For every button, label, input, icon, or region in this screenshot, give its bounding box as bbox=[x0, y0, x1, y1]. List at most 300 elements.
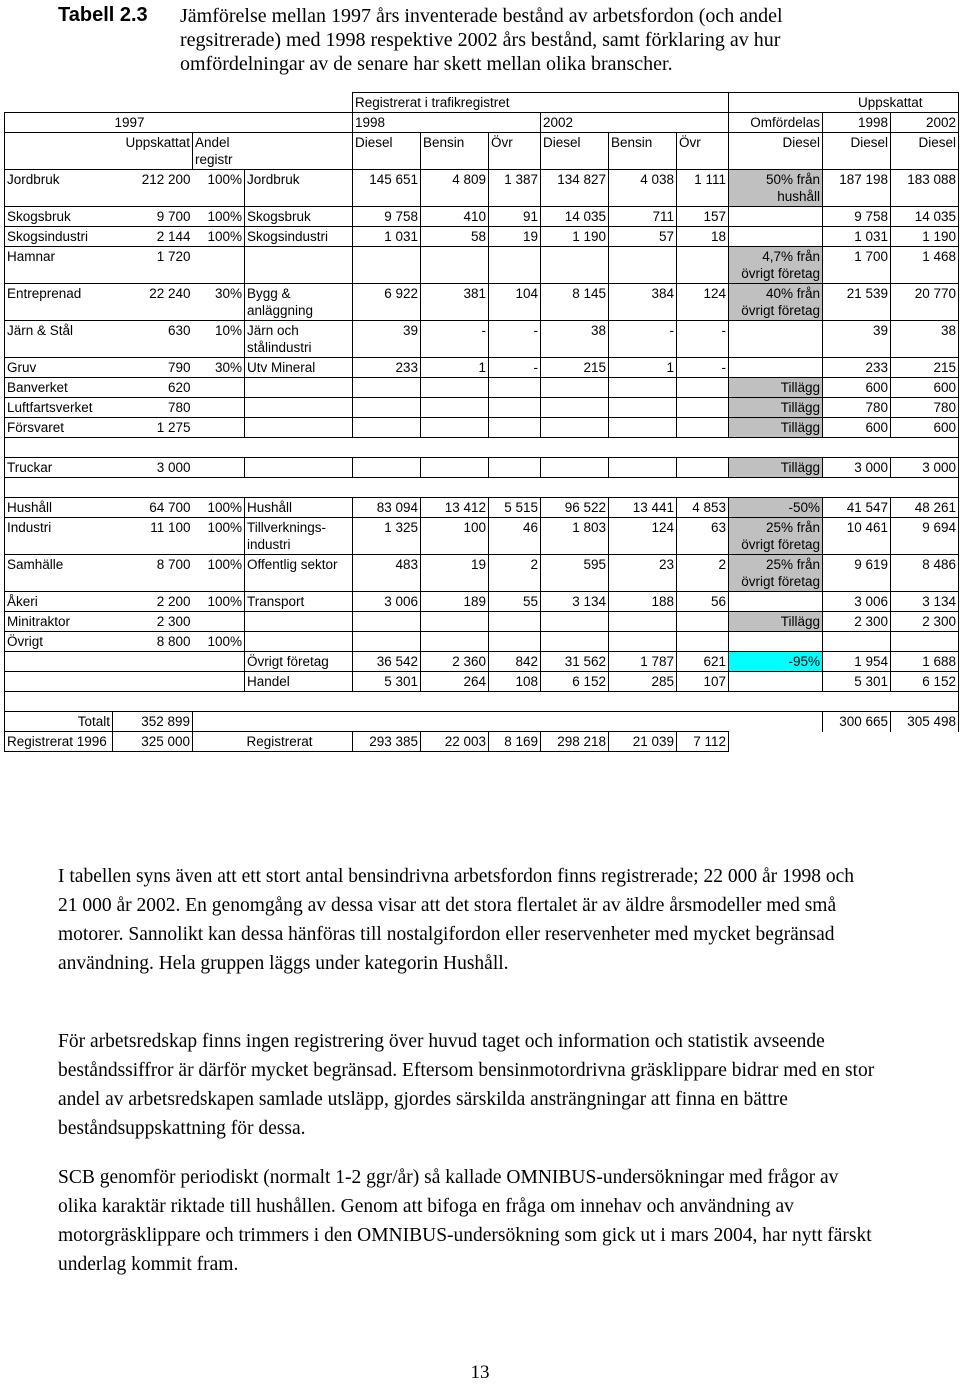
header-diesel-u98: Diesel bbox=[823, 133, 891, 170]
cell-name: Luftfartsverket bbox=[5, 398, 113, 418]
cell-u02: 1 468 bbox=[891, 247, 959, 284]
cell-b02 bbox=[609, 398, 677, 418]
caption-text: Jämförelse mellan 1997 års inventerade bestånd av arbetsfordon (och andel regsitrerade) med 1998 respektive 2002 års bestånd, samt förklaring av hur omfördelningar av de senare har skett mellan olika branscher. bbox=[180, 5, 783, 75]
cell-b02: 1 bbox=[609, 358, 677, 378]
cell-o98: - bbox=[489, 321, 541, 358]
cell-omf: 50% från hushåll bbox=[729, 170, 823, 207]
table-row bbox=[5, 378, 959, 398]
cell-omf bbox=[729, 358, 823, 378]
spacer-cell bbox=[421, 478, 489, 498]
cell-d02: 1 190 bbox=[541, 227, 609, 247]
cell-omf bbox=[729, 207, 823, 227]
header-andel: Andel registr bbox=[193, 133, 353, 170]
cell-u98: 600 bbox=[823, 418, 891, 438]
header-registrerat: Registrerat i trafikregistret bbox=[353, 93, 729, 113]
cell-branch bbox=[245, 378, 353, 398]
cell-o02: 63 bbox=[677, 518, 729, 555]
table-row bbox=[5, 227, 959, 247]
cell-b98: 189 bbox=[421, 592, 489, 612]
cell-u02 bbox=[891, 632, 959, 652]
cell-b02 bbox=[609, 612, 677, 632]
cell-omf: Tillägg bbox=[729, 458, 823, 478]
cell-d02: 96 522 bbox=[541, 498, 609, 518]
cell-u98: 21 539 bbox=[823, 284, 891, 321]
table-row bbox=[5, 672, 959, 692]
table-row bbox=[5, 498, 959, 518]
cell-andel bbox=[193, 378, 245, 398]
cell-o98: 842 bbox=[489, 652, 541, 672]
paragraph-2: För arbetsredskap finns ingen registrering över huvud taget och information och statistik avseende beståndssiffror är därför mycket begränsad. Eftersom bensinmotordrivna gräsklippare bidrar med en stor andel av arbetsredskapen samlade utsläpp, gjordes särskilda ansträngningar att finna en bättre beståndsuppskattning för dessa. bbox=[58, 1031, 875, 1139]
table-row bbox=[5, 398, 959, 418]
cell-d02 bbox=[541, 398, 609, 418]
cell-b98: - bbox=[421, 321, 489, 358]
cell-branch bbox=[245, 458, 353, 478]
cell-empty bbox=[677, 712, 729, 732]
cell-branch: Jordbruk bbox=[245, 170, 353, 207]
spacer-cell bbox=[891, 692, 959, 712]
spacer-cell bbox=[421, 438, 489, 458]
cell-d02: 215 bbox=[541, 358, 609, 378]
table-row bbox=[5, 207, 959, 227]
header-diesel-98: Diesel bbox=[353, 133, 421, 170]
cell-o98: 55 bbox=[489, 592, 541, 612]
cell-b98: 264 bbox=[421, 672, 489, 692]
cell-b98 bbox=[421, 378, 489, 398]
cell-u98: 233 bbox=[823, 358, 891, 378]
cell-o98 bbox=[489, 247, 541, 284]
cell-d02: 1 803 bbox=[541, 518, 609, 555]
spacer-cell bbox=[193, 478, 245, 498]
cell-upp: 780 bbox=[113, 398, 193, 418]
spacer-cell bbox=[729, 438, 823, 458]
spacer-cell bbox=[421, 692, 489, 712]
table-row bbox=[5, 632, 959, 652]
cell-b02: 4 038 bbox=[609, 170, 677, 207]
cell-andel: 100% bbox=[193, 227, 245, 247]
cell-u98: 9 619 bbox=[823, 555, 891, 592]
cell-name: Skogsbruk bbox=[5, 207, 113, 227]
cell-u02: 3 000 bbox=[891, 458, 959, 478]
cell-d02 bbox=[541, 418, 609, 438]
spacer-cell bbox=[823, 478, 891, 498]
cell-omf bbox=[729, 632, 823, 652]
caption-label: Tabell 2.3 bbox=[58, 4, 148, 26]
header-uppskattat: Uppskattat bbox=[823, 93, 959, 113]
cell-name: Åkeri bbox=[5, 592, 113, 612]
cell-o98 bbox=[489, 632, 541, 652]
cell-empty bbox=[891, 732, 959, 752]
spacer-cell bbox=[609, 692, 677, 712]
cell-d02 bbox=[541, 632, 609, 652]
header-diesel-u02: Diesel bbox=[891, 133, 959, 170]
cell-u98: 1 954 bbox=[823, 652, 891, 672]
table-body bbox=[5, 170, 959, 752]
cell-b02: 124 bbox=[609, 518, 677, 555]
header-bensin-98: Bensin bbox=[421, 133, 489, 170]
table-row bbox=[5, 247, 959, 284]
table-row bbox=[5, 284, 959, 321]
spacer-cell bbox=[677, 692, 729, 712]
spacer-cell bbox=[891, 438, 959, 458]
cell-u02: 215 bbox=[891, 358, 959, 378]
cell-u02: 1 190 bbox=[891, 227, 959, 247]
spacer-cell bbox=[113, 438, 193, 458]
cell-u98: 1 700 bbox=[823, 247, 891, 284]
spacer-cell bbox=[891, 478, 959, 498]
cell-o02 bbox=[677, 632, 729, 652]
table-row bbox=[5, 358, 959, 378]
cell-d98: 5 301 bbox=[353, 672, 421, 692]
cell-b98: 13 412 bbox=[421, 498, 489, 518]
table-row bbox=[5, 458, 959, 478]
spacer-cell bbox=[113, 692, 193, 712]
cell-u02: 600 bbox=[891, 418, 959, 438]
cell-d02: 14 035 bbox=[541, 207, 609, 227]
cell-o98: 1 387 bbox=[489, 170, 541, 207]
cell-o98 bbox=[489, 612, 541, 632]
cell-o02: 4 853 bbox=[677, 498, 729, 518]
spacer-cell bbox=[193, 438, 245, 458]
paragraph-1: I tabellen syns även att ett stort antal bensindrivna arbetsfordon finns registrerade; 22 000 år 1998 och 21 000 år 2002. En genomgång av dessa visar att det stora flertalet är av äldre årsmodeller med små motorer. Sannolikt kan dessa hänföras till nostalgifordon eller reservenheter med mycket begränsad användning. Hela gruppen läggs under kategorin Hushåll. bbox=[58, 866, 855, 974]
cell-branch: Transport bbox=[245, 592, 353, 612]
table-row bbox=[5, 518, 959, 555]
cell-empty bbox=[729, 712, 823, 732]
paragraph-3: SCB genomför periodiskt (normalt 1-2 ggr/år) så kallade OMNIBUS-undersökningar med frågor av olika karaktär riktade till hushållen. Genom att bifoga en fråga om innehav och användning av motorgräsklippare och trimmers i den OMNIBUS-undersökning som gick ut i mars 2004, har nytt färskt underlag kommit fram. bbox=[58, 1167, 872, 1275]
cell-b02 bbox=[609, 458, 677, 478]
cell-u02: 600 bbox=[891, 378, 959, 398]
cell-o02 bbox=[677, 418, 729, 438]
cell-andel bbox=[193, 398, 245, 418]
cell-u02: 38 bbox=[891, 321, 959, 358]
cell-u02: 9 694 bbox=[891, 518, 959, 555]
cell-o02 bbox=[677, 612, 729, 632]
cell-andel bbox=[193, 612, 245, 632]
header-u2002: 2002 bbox=[891, 113, 959, 133]
table-row bbox=[5, 555, 959, 592]
cell-u98: 5 301 bbox=[823, 672, 891, 692]
cell-u98 bbox=[823, 632, 891, 652]
spacer-cell bbox=[729, 478, 823, 498]
cell-andel: 30% bbox=[193, 284, 245, 321]
spacer-cell bbox=[193, 692, 245, 712]
cell-d98 bbox=[353, 418, 421, 438]
cell-d98: 233 bbox=[353, 358, 421, 378]
cell-empty bbox=[489, 712, 541, 732]
cell-andel bbox=[193, 652, 245, 672]
cell-o98: 91 bbox=[489, 207, 541, 227]
cell-o02: 1 111 bbox=[677, 170, 729, 207]
spacer-cell bbox=[113, 478, 193, 498]
cell-d02: 38 bbox=[541, 321, 609, 358]
cell-d98: 6 922 bbox=[353, 284, 421, 321]
cell-d02 bbox=[541, 378, 609, 398]
totalt-upp: 352 899 bbox=[113, 712, 193, 732]
spacer-cell bbox=[609, 478, 677, 498]
cell-u02: 3 134 bbox=[891, 592, 959, 612]
cell-empty bbox=[193, 712, 245, 732]
cell-name: Övrigt bbox=[5, 632, 113, 652]
cell-omf: Tillägg bbox=[729, 612, 823, 632]
cell-empty bbox=[245, 712, 353, 732]
cell-upp: 11 100 bbox=[113, 518, 193, 555]
data-table bbox=[4, 92, 959, 752]
cell-b98 bbox=[421, 418, 489, 438]
cell-o02 bbox=[677, 247, 729, 284]
cell-u02: 183 088 bbox=[891, 170, 959, 207]
cell-name: Försvaret bbox=[5, 418, 113, 438]
header-1997: 1997 bbox=[113, 113, 353, 133]
cell-empty bbox=[353, 712, 421, 732]
registrerat-o02: 7 112 bbox=[677, 732, 729, 752]
cell-o02 bbox=[677, 458, 729, 478]
cell-name: Banverket bbox=[5, 378, 113, 398]
cell-upp: 212 200 bbox=[113, 170, 193, 207]
cell-omf: -50% bbox=[729, 498, 823, 518]
cell-name: Järn & Stål bbox=[5, 321, 113, 358]
cell-branch: Utv Mineral bbox=[245, 358, 353, 378]
cell-o98: 108 bbox=[489, 672, 541, 692]
header-row-3 bbox=[5, 133, 959, 170]
cell-b02: 285 bbox=[609, 672, 677, 692]
cell-d02 bbox=[541, 612, 609, 632]
cell-u02: 2 300 bbox=[891, 612, 959, 632]
cell-o98: 46 bbox=[489, 518, 541, 555]
header-row-1 bbox=[5, 93, 959, 113]
cell-omf bbox=[729, 321, 823, 358]
cell-u02: 1 688 bbox=[891, 652, 959, 672]
cell-upp bbox=[113, 652, 193, 672]
cell-u02: 780 bbox=[891, 398, 959, 418]
cell-d98 bbox=[353, 632, 421, 652]
cell-omf: Tillägg bbox=[729, 378, 823, 398]
cell-o98 bbox=[489, 378, 541, 398]
totalt-row bbox=[5, 712, 959, 732]
cell-d02: 31 562 bbox=[541, 652, 609, 672]
cell-andel: 100% bbox=[193, 555, 245, 592]
cell-upp: 22 240 bbox=[113, 284, 193, 321]
spacer-cell bbox=[245, 478, 353, 498]
cell-branch bbox=[245, 418, 353, 438]
cell-d98: 9 758 bbox=[353, 207, 421, 227]
cell-d98 bbox=[353, 398, 421, 418]
cell-name: Jordbruk bbox=[5, 170, 113, 207]
cell-b02: 711 bbox=[609, 207, 677, 227]
cell-b98: 2 360 bbox=[421, 652, 489, 672]
cell-andel: 30% bbox=[193, 358, 245, 378]
cell-empty bbox=[823, 732, 891, 752]
cell-u98: 1 031 bbox=[823, 227, 891, 247]
spacer-cell bbox=[353, 692, 421, 712]
page-number: 13 bbox=[470, 1362, 490, 1383]
header-ovr-98: Övr bbox=[489, 133, 541, 170]
cell-d02 bbox=[541, 458, 609, 478]
cell-upp: 8 700 bbox=[113, 555, 193, 592]
cell-b98: 58 bbox=[421, 227, 489, 247]
registrerat-row bbox=[5, 732, 959, 752]
cell-o98: 5 515 bbox=[489, 498, 541, 518]
cell-b98: 19 bbox=[421, 555, 489, 592]
cell-d98: 3 006 bbox=[353, 592, 421, 612]
cell-name bbox=[5, 652, 113, 672]
cell-o98: 2 bbox=[489, 555, 541, 592]
cell-b02 bbox=[609, 418, 677, 438]
cell-o02: - bbox=[677, 358, 729, 378]
cell-b02 bbox=[609, 632, 677, 652]
cell-u98: 600 bbox=[823, 378, 891, 398]
cell-u02: 6 152 bbox=[891, 672, 959, 692]
header-u1998: 1998 bbox=[823, 113, 891, 133]
cell-d98: 83 094 bbox=[353, 498, 421, 518]
cell-empty bbox=[729, 732, 823, 752]
cell-b98: 1 bbox=[421, 358, 489, 378]
cell-b98: 410 bbox=[421, 207, 489, 227]
cell-d98 bbox=[353, 378, 421, 398]
cell-omf bbox=[729, 227, 823, 247]
cell-upp: 1 275 bbox=[113, 418, 193, 438]
cell-o02: 107 bbox=[677, 672, 729, 692]
cell-b02: 188 bbox=[609, 592, 677, 612]
cell-omf bbox=[729, 672, 823, 692]
spacer-cell bbox=[245, 438, 353, 458]
cell-o02: - bbox=[677, 321, 729, 358]
cell-d02: 3 134 bbox=[541, 592, 609, 612]
cell-b02: 57 bbox=[609, 227, 677, 247]
registrerat-label: Registrerat 1996 bbox=[5, 732, 113, 752]
cell-branch bbox=[245, 632, 353, 652]
cell-o02 bbox=[677, 398, 729, 418]
spacer-row bbox=[5, 478, 959, 498]
cell-u02: 8 486 bbox=[891, 555, 959, 592]
cell-name: Hamnar bbox=[5, 247, 113, 284]
cell-u02: 48 261 bbox=[891, 498, 959, 518]
spacer-cell bbox=[245, 692, 353, 712]
registrerat-branch: Registrerat bbox=[245, 732, 353, 752]
cell-name: Minitraktor bbox=[5, 612, 113, 632]
table-row bbox=[5, 652, 959, 672]
cell-o02: 124 bbox=[677, 284, 729, 321]
cell-u98: 3 006 bbox=[823, 592, 891, 612]
spacer-cell bbox=[677, 438, 729, 458]
cell-b98: 381 bbox=[421, 284, 489, 321]
cell-d02: 134 827 bbox=[541, 170, 609, 207]
cell-o98 bbox=[489, 418, 541, 438]
registrerat-d98: 293 385 bbox=[353, 732, 421, 752]
cell-andel bbox=[193, 247, 245, 284]
cell-u02: 20 770 bbox=[891, 284, 959, 321]
cell-upp: 790 bbox=[113, 358, 193, 378]
spacer-cell bbox=[353, 438, 421, 458]
cell-d98 bbox=[353, 612, 421, 632]
registrerat-upp: 325 000 bbox=[113, 732, 193, 752]
cell-d02: 8 145 bbox=[541, 284, 609, 321]
cell-b02 bbox=[609, 378, 677, 398]
cell-d98: 483 bbox=[353, 555, 421, 592]
cell-o98: - bbox=[489, 358, 541, 378]
spacer-row bbox=[5, 692, 959, 712]
totalt-u98: 300 665 bbox=[823, 712, 891, 732]
spacer-cell bbox=[541, 692, 609, 712]
cell-name: Gruv bbox=[5, 358, 113, 378]
spacer-cell bbox=[489, 692, 541, 712]
spacer-cell bbox=[5, 438, 113, 458]
cell-omf: -95% bbox=[729, 652, 823, 672]
cell-upp: 2 144 bbox=[113, 227, 193, 247]
cell-o02 bbox=[677, 378, 729, 398]
header-row-2 bbox=[5, 113, 959, 133]
cell-upp: 2 200 bbox=[113, 592, 193, 612]
cell-b02: 23 bbox=[609, 555, 677, 592]
cell-name: Samhälle bbox=[5, 555, 113, 592]
cell-o98: 19 bbox=[489, 227, 541, 247]
cell-name: Industri bbox=[5, 518, 113, 555]
header-ovr-02: Övr bbox=[677, 133, 729, 170]
cell-empty bbox=[421, 712, 489, 732]
cell-d98 bbox=[353, 458, 421, 478]
registrerat-b98: 22 003 bbox=[421, 732, 489, 752]
cell-u02: 14 035 bbox=[891, 207, 959, 227]
cell-branch: Järn och stålindustri bbox=[245, 321, 353, 358]
cell-b98 bbox=[421, 632, 489, 652]
cell-andel bbox=[193, 458, 245, 478]
registrerat-d02: 298 218 bbox=[541, 732, 609, 752]
cell-omf: 25% från övrigt företag bbox=[729, 518, 823, 555]
cell-d02: 595 bbox=[541, 555, 609, 592]
spacer-cell bbox=[729, 692, 823, 712]
cell-andel: 10% bbox=[193, 321, 245, 358]
cell-b98 bbox=[421, 458, 489, 478]
cell-u98: 10 461 bbox=[823, 518, 891, 555]
registrerat-b02: 21 039 bbox=[609, 732, 677, 752]
cell-u98: 41 547 bbox=[823, 498, 891, 518]
cell-omf: Tillägg bbox=[729, 398, 823, 418]
cell-o02: 157 bbox=[677, 207, 729, 227]
cell-branch: Hushåll bbox=[245, 498, 353, 518]
cell-name bbox=[5, 672, 113, 692]
spacer-row bbox=[5, 438, 959, 458]
cell-u98: 780 bbox=[823, 398, 891, 418]
cell-branch bbox=[245, 612, 353, 632]
table-row bbox=[5, 592, 959, 612]
cell-omf bbox=[729, 592, 823, 612]
cell-name: Truckar bbox=[5, 458, 113, 478]
cell-d98: 39 bbox=[353, 321, 421, 358]
header-bensin-02: Bensin bbox=[609, 133, 677, 170]
spacer-cell bbox=[609, 438, 677, 458]
cell-u98: 2 300 bbox=[823, 612, 891, 632]
cell-o02: 56 bbox=[677, 592, 729, 612]
cell-empty bbox=[193, 732, 245, 752]
cell-b02: 384 bbox=[609, 284, 677, 321]
cell-upp: 630 bbox=[113, 321, 193, 358]
cell-branch bbox=[245, 247, 353, 284]
cell-d98: 145 651 bbox=[353, 170, 421, 207]
spacer-cell bbox=[489, 478, 541, 498]
spacer-cell bbox=[489, 438, 541, 458]
cell-branch: Skogsbruk bbox=[245, 207, 353, 227]
header-diesel-02: Diesel bbox=[541, 133, 609, 170]
cell-branch: Övrigt företag bbox=[245, 652, 353, 672]
cell-branch: Handel bbox=[245, 672, 353, 692]
cell-o98 bbox=[489, 458, 541, 478]
cell-omf: 25% från övrigt företag bbox=[729, 555, 823, 592]
cell-upp: 8 800 bbox=[113, 632, 193, 652]
header-uppskattat-sub: Uppskattat bbox=[113, 133, 193, 170]
cell-omf: Tillägg bbox=[729, 418, 823, 438]
cell-b98 bbox=[421, 398, 489, 418]
cell-b02 bbox=[609, 247, 677, 284]
header-omfordelas: Omfördelas bbox=[729, 113, 823, 133]
spacer-cell bbox=[541, 438, 609, 458]
